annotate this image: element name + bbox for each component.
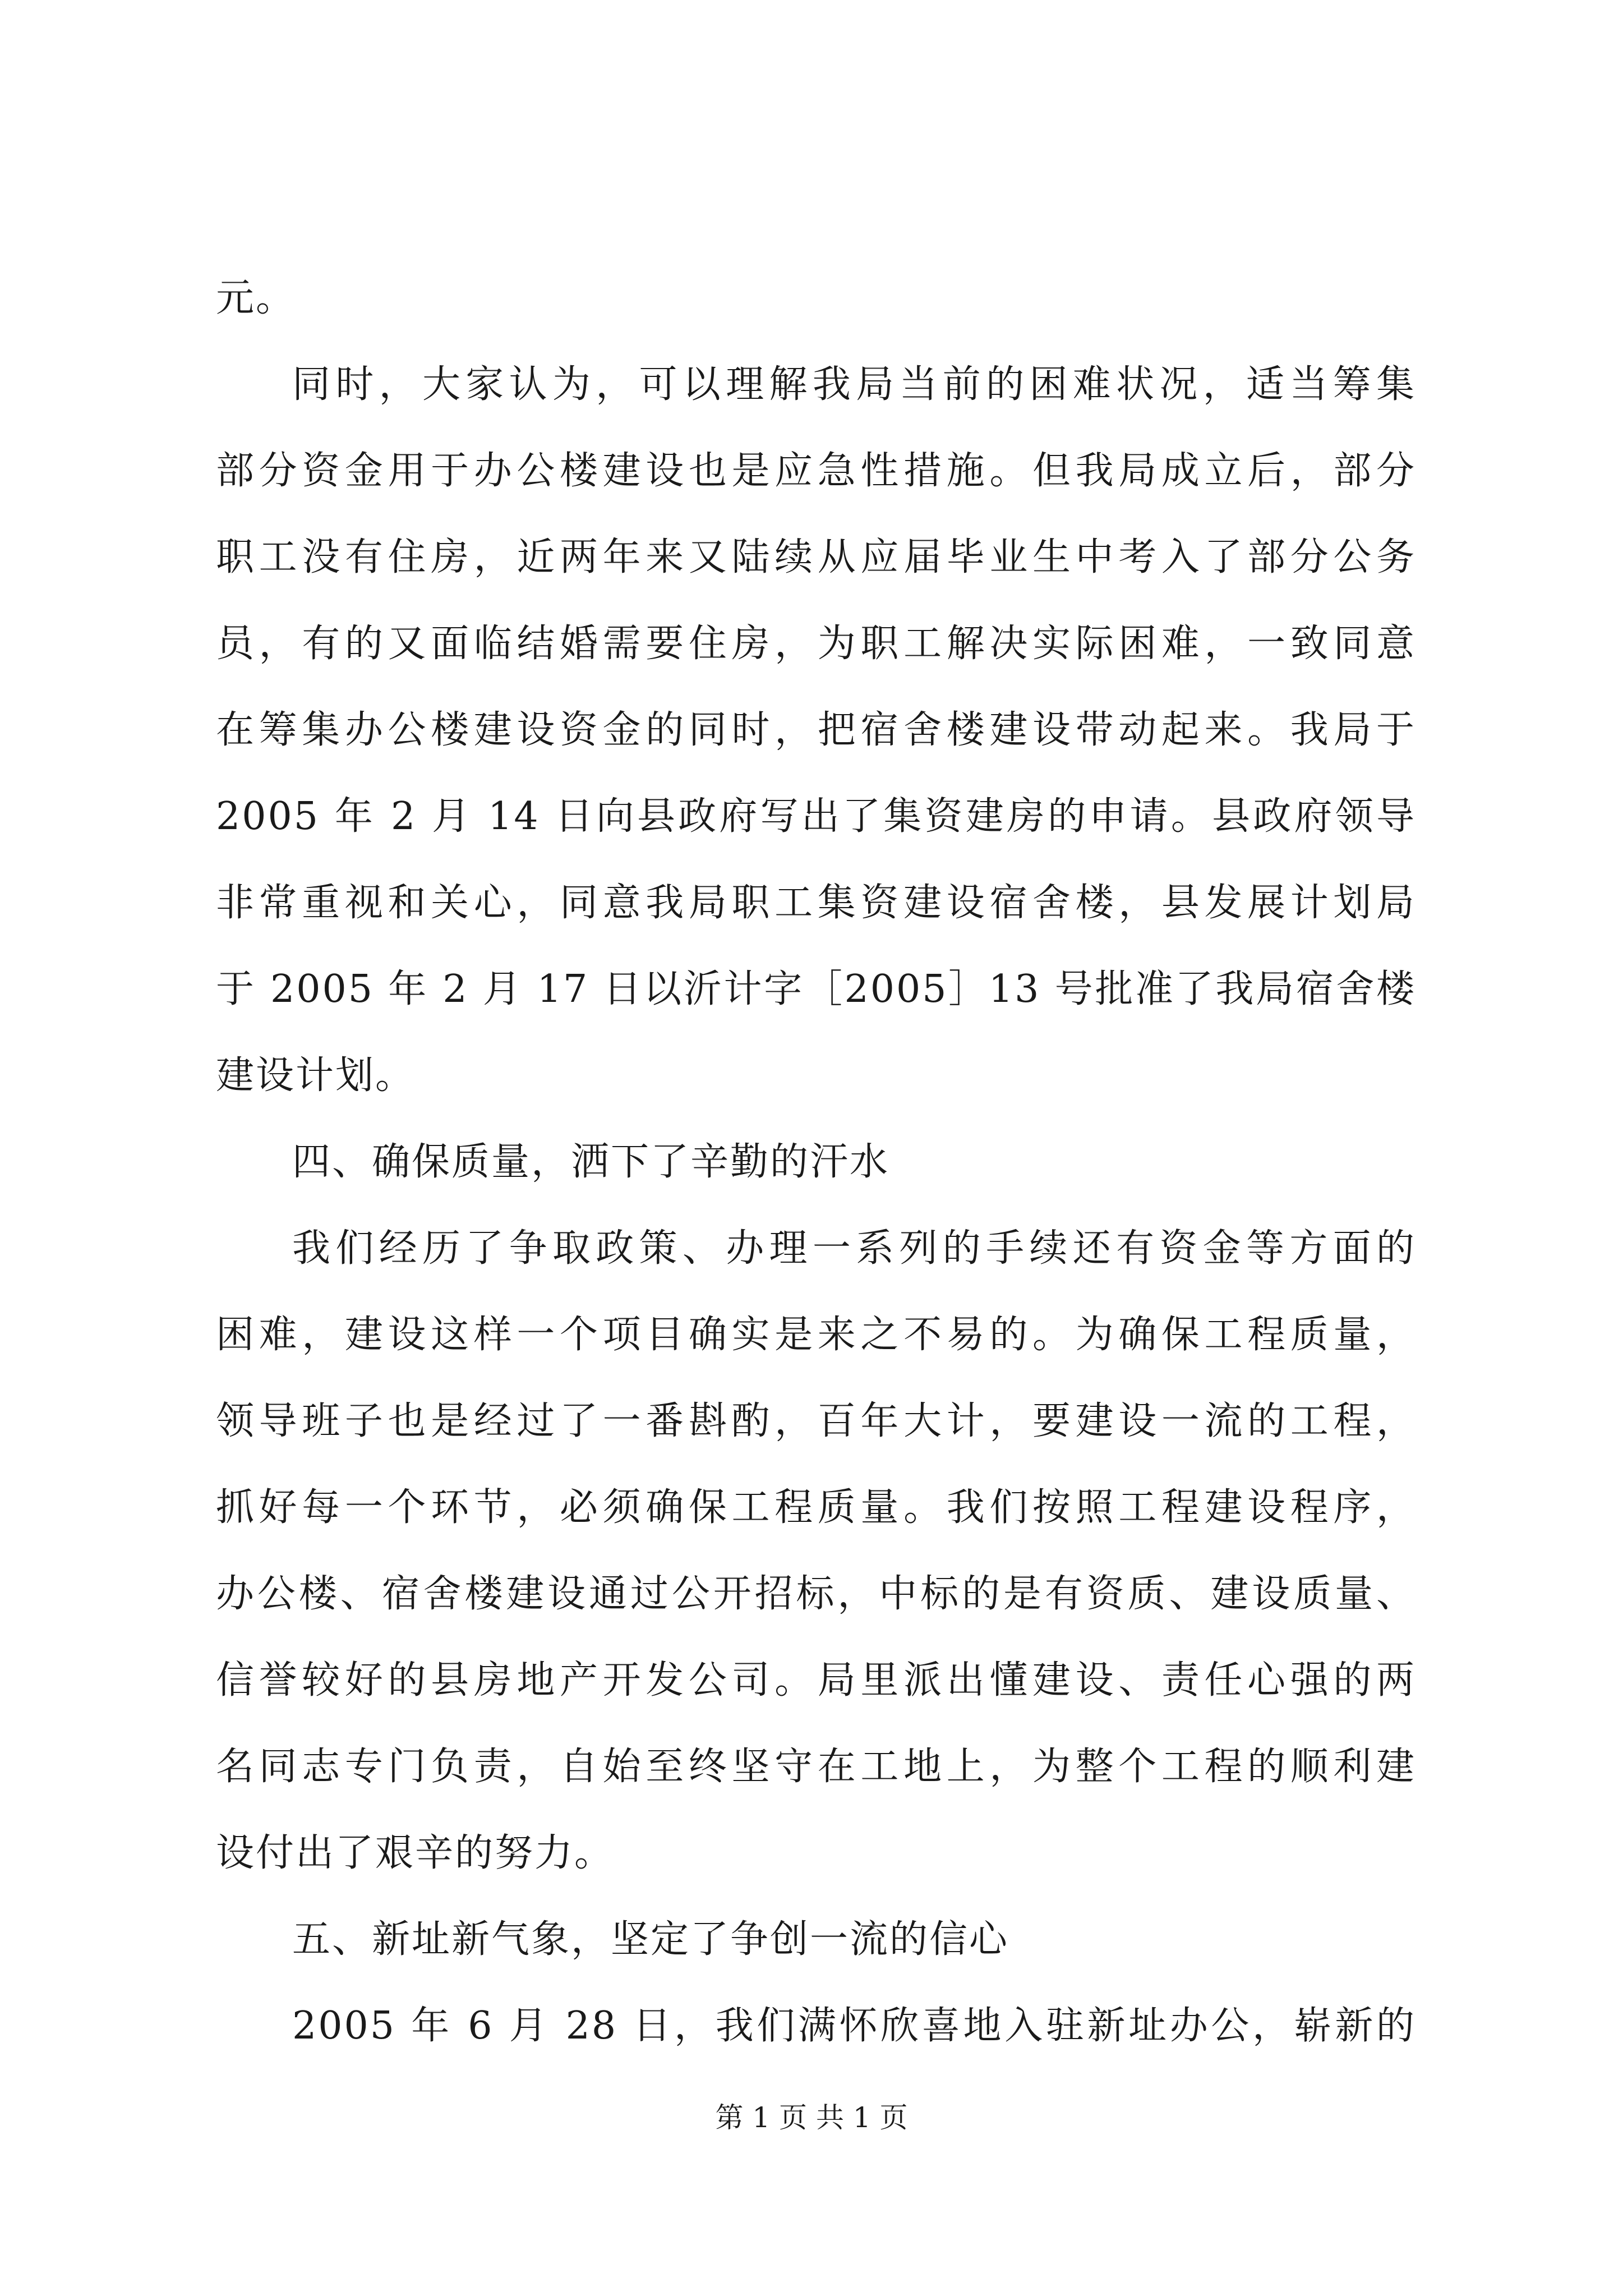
text-line: 部分资金用于办公楼建设也是应急性措施。但我局成立后，部分: [216, 449, 1416, 493]
paragraph-start: 同时，大家认为，可以理解我局当前的困难状况，适当筹集: [292, 362, 1416, 407]
text-line: 领导班子也是经过了一番斟酌，百年大计，要建设一流的工程，: [216, 1399, 1416, 1443]
text-line: 困难，建设这样一个项目确实是来之不易的。为确保工程质量，: [216, 1313, 1416, 1357]
text-line: 于 2005 年 2 月 17 日以沂计字［2005］13 号批准了我局宿舍楼: [216, 967, 1416, 1011]
section-heading: 五、新址新气象，坚定了争创一流的信心: [292, 1917, 1009, 1962]
text-line: 信誉较好的县房地产开发公司。局里派出懂建设、责任心强的两: [216, 1658, 1416, 1703]
page-footer: 第 1 页 共 1 页: [715, 2101, 908, 2134]
text-line: 非常重视和关心，同意我局职工集资建设宿舍楼，县发展计划局: [216, 881, 1416, 925]
text-line: 抓好每一个环节，必须确保工程质量。我们按照工程建设程序，: [216, 1485, 1416, 1530]
section-heading: 四、确保质量，洒下了辛勤的汗水: [292, 1140, 890, 1184]
paragraph-start: 2005 年 6 月 28 日，我们满怀欣喜地入驻新址办公，崭新的: [292, 2004, 1416, 2048]
text-line: 2005 年 2 月 14 日向县政府写出了集资建房的申请。县政府领导: [216, 794, 1416, 839]
body-text: [216, 255, 1416, 2069]
text-line: 在筹集办公楼建设资金的同时，把宿舍楼建设带动起来。我局于: [216, 708, 1416, 752]
text-line: 元。: [216, 276, 296, 320]
text-line: 设付出了艰辛的努力。: [216, 1831, 615, 1875]
text-line: 建设计划。: [216, 1053, 416, 1098]
text-line: 办公楼、宿舍楼建设通过公开招标，中标的是有资质、建设质量、: [216, 1572, 1416, 1616]
text-line: 职工没有住房，近两年来又陆续从应届毕业生中考入了部分公务: [216, 535, 1416, 579]
paragraph-start: 我们经历了争取政策、办理一系列的手续还有资金等方面的: [292, 1226, 1416, 1271]
text-line: 员，有的又面临结婚需要住房，为职工解决实际困难，一致同意: [216, 622, 1416, 666]
text-line: 名同志专门负责，自始至终坚守在工地上，为整个工程的顺利建: [216, 1745, 1416, 1789]
